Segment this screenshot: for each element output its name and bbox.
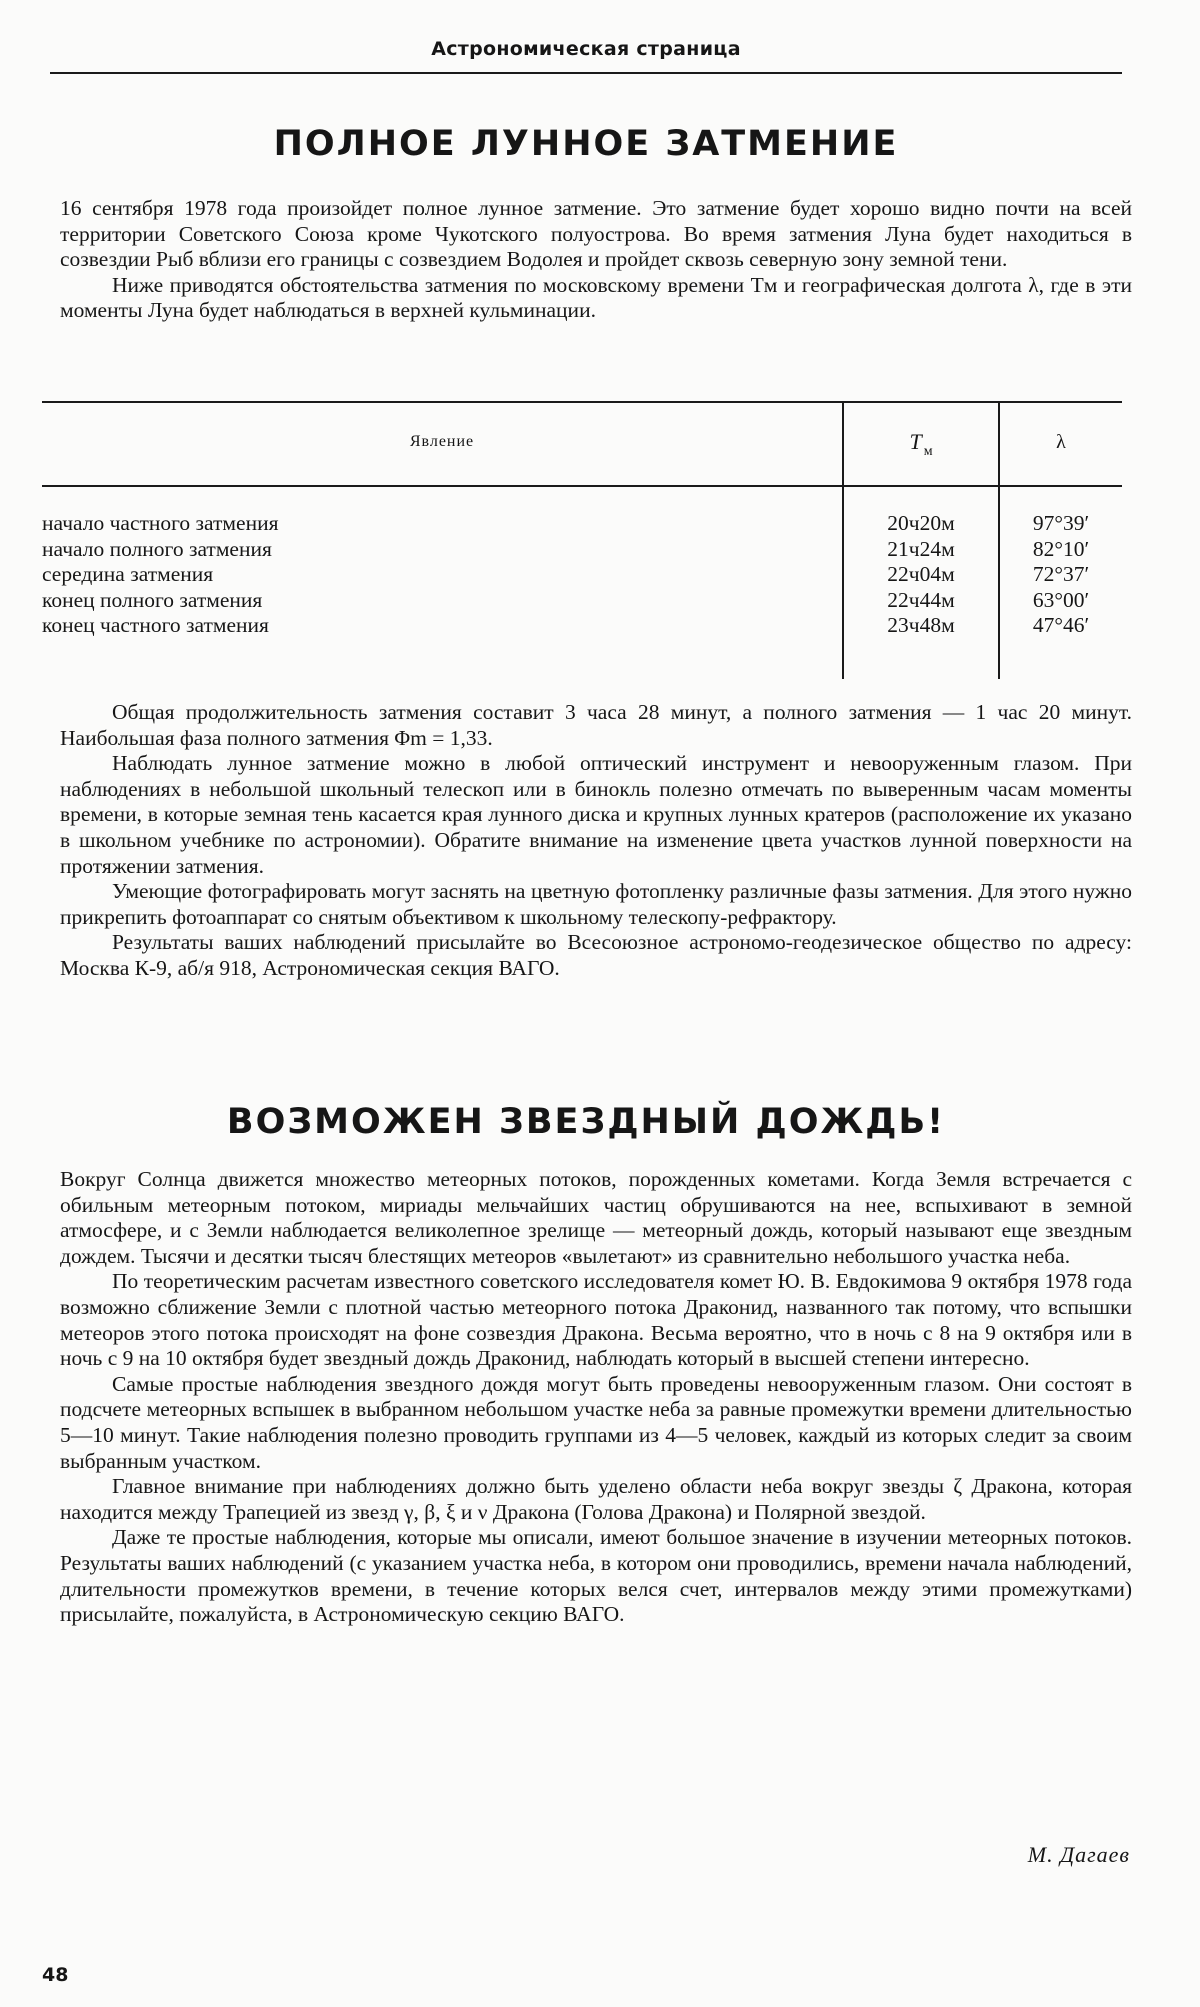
cell-time: 22ч04м xyxy=(887,562,955,587)
article1-paragraph: Умеющие фотографировать могут заснять на цветную фотопленку различные фазы затмения. Для этого нужно прикрепить фотоаппарат со снятым объективом к школьному телескопу-рефрактору. xyxy=(60,879,1132,929)
author-signature: М. Дагаев xyxy=(1027,1842,1130,1867)
page-number: 48 xyxy=(42,1964,69,1986)
cell-longitude: 47°46′ xyxy=(1032,613,1090,638)
article1-paragraph: Наблюдать лунное затмение можно в любой оптический инструмент и невооруженным глазом. При наблюдениях в небольшой школьный телескоп или в бинокль полезно отмечать по выверенным часам моменты времени, в которые земная тень касается края лунного диска и крупных лунных кратеров (расположение их указано в школьном учебнике по астрономии). Обратите внимание на изменение цвета участков лунной поверхности на протяжении затмения. xyxy=(60,751,1132,878)
table-header-rule xyxy=(42,485,1122,487)
cell-event: начало полного затмения xyxy=(42,536,272,561)
table-row xyxy=(42,537,1122,563)
cell-event: конец частного затмения xyxy=(42,613,269,638)
column-header-event: Явление xyxy=(409,433,475,450)
article1-paragraph: Общая продолжительность затмения составит 3 часа 28 минут, а полного затмения — 1 час 20 минут. Наибольшая фаза полного затмения Φm = 1,33. xyxy=(60,700,1132,750)
article2-paragraph: По теоретическим расчетам известного советского исследователя комет Ю. В. Евдокимова 9 октября 1978 года возможно сближение Земли с плотной частью метеорного потока Драконид, названного так потому, что вспышки метеоров этого потока происходят на фоне созвездия Дракона. Весьма вероятно, что в ночь с 8 на 9 октября или в ночь с 9 на 10 октября будет звездный дождь Драконид, наблюдать который в высшей степени интересно. xyxy=(60,1269,1132,1371)
cell-longitude: 97°39′ xyxy=(1032,511,1090,535)
cell-longitude: 82°10′ xyxy=(1032,536,1090,561)
article1-paragraph: Результаты ваших наблюдений присылайте во Всесоюзное астрономо-геодезическое общество по адресу: Москва К-9, аб/я 918, Астрономическая секция ВАГО. xyxy=(60,930,1132,980)
article2-title: ВОЗМОЖЕН ЗВЕЗДНЫЙ ДОЖДЬ! xyxy=(226,1102,946,1142)
table-top-rule xyxy=(42,401,1122,403)
article2-paragraph: Вокруг Солнца движется множество метеорных потоков, порожденных кометами. Когда Земля встречается с обильным метеорным потоком, мириады мельчайших частиц обрушиваются на нее, вспыхивают в земной атмосфере, и с Земли наблюдается великолепное зрелище — метеорный дождь, который называют еще звездным дождем. Тысячи и десятки тысяч блестящих метеоров «вылетают» из сравнительно небольшого участка неба. xyxy=(60,1167,1132,1268)
column-header-longitude: λ xyxy=(1056,431,1066,453)
cell-longitude: 72°37′ xyxy=(1032,562,1090,587)
article2-body xyxy=(60,1167,1132,1628)
eclipse-table xyxy=(42,401,1122,681)
table-row xyxy=(42,588,1122,614)
cell-event: середина затмения xyxy=(42,562,214,587)
article1-intro-paragraph: Ниже приводятся обстоятельства затмения по московскому времени Tм и географическая долгота λ, где в эти моменты Луна будет наблюдаться в верхней кульминации. xyxy=(60,272,1132,323)
table-body xyxy=(42,511,1122,639)
table-row xyxy=(42,613,1122,639)
cell-event: начало частного затмения xyxy=(42,511,279,535)
header-rule xyxy=(50,72,1122,74)
article1-body xyxy=(60,700,1132,982)
cell-time: 23ч48м xyxy=(887,613,955,638)
article2-paragraph: Главное внимание при наблюдениях должно быть уделено области неба вокруг звезды ζ Дракона, которая находится между Трапецией из звезд γ, β, ξ и ν Дракона (Голова Дракона) и Полярной звездой. xyxy=(60,1474,1132,1524)
column-header-time-symbol: T xyxy=(909,429,922,454)
table-row xyxy=(42,511,1122,537)
column-header-time-subscript: м xyxy=(923,444,933,459)
running-head: Астрономическая страница xyxy=(431,38,741,60)
article2-paragraph: Даже те простые наблюдения, которые мы описали, имеют большое значение в изучении метеорных потоков. Результаты ваших наблюдений (с указанием участка неба, в котором они проводились, времени начала наблюдений, длительности промежутков времени, в течение которых велся счет, интервалов между этими промежутками) присылайте, пожалуйста, в Астрономическую секцию ВАГО. xyxy=(60,1525,1132,1627)
article1-intro xyxy=(60,196,1132,324)
table-row xyxy=(42,562,1122,588)
cell-event: конец полного затмения xyxy=(42,587,263,612)
article2-paragraph: Самые простые наблюдения звездного дождя могут быть проведены невооруженным глазом. Они состоят в подсчете метеорных вспышек в выбранном небольшом участке неба за равные промежутки времени длительностью 5—10 минут. Такие наблюдения полезно проводить группами из 4—5 человек, каждый из которых следит за своим выбранным участком. xyxy=(60,1371,1132,1473)
cell-time: 22ч44м xyxy=(887,587,955,612)
cell-time: 20ч20м xyxy=(887,511,955,535)
article1-title: ПОЛНОЕ ЛУННОЕ ЗАТМЕНИЕ xyxy=(273,124,899,164)
cell-time: 21ч24м xyxy=(887,536,955,561)
cell-longitude: 63°00′ xyxy=(1032,587,1090,612)
article1-intro-paragraph: 16 сентября 1978 года произойдет полное лунное затмение. Это затмение будет хорошо видно почти на всей территории Советского Союза кроме Чукотского полуострова. Во время затмения Луна будет находиться в созвездии Рыб вблизи его границы с созвездием Водолея и пройдет сквозь северную зону земной тени. xyxy=(60,196,1132,272)
column-header-time xyxy=(844,429,998,460)
